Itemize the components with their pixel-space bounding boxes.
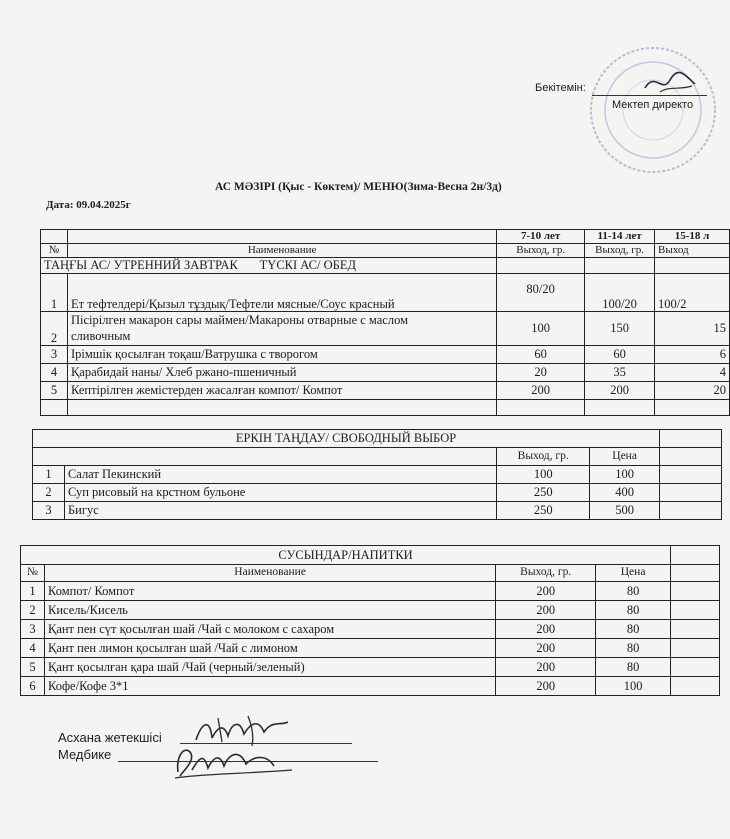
free-choice-title-row (33, 430, 722, 448)
table-row-empty (41, 400, 730, 416)
table-row: 3 Бигус 250 500 (33, 502, 722, 520)
page-title: АС МӘЗІРІ (Қыс - Көктем)/ МЕНЮ(Зима-Весна 2н/3д) (215, 181, 502, 193)
menu-table (40, 229, 730, 416)
age-header-row (41, 230, 730, 244)
section-breakfast: ТАҢҒЫ АС/ УТРЕННИЙ ЗАВТРАК (44, 258, 238, 273)
table-row: 4 Қант пен лимон қосылған шай /Чай с лимоном 200 80 (21, 639, 720, 658)
drinks-title-row (21, 546, 720, 565)
director-label: Мектеп директо (612, 99, 694, 111)
yield-header-1: Выход, гр. (497, 244, 585, 258)
table-row: 1 Ет тефтелдері/Қызыл тұздық/Тефтели мясные/Соус красный 80/20 100/20 100/2 (41, 274, 730, 312)
drinks-title: СУСЫНДАР/НАПИТКИ (21, 546, 671, 565)
yield-header-2: Выход, гр. (585, 244, 655, 258)
drinks-num-header: № (21, 565, 45, 582)
chef-label: Асхана жетекшісі (58, 730, 162, 745)
free-price-header: Цена (590, 448, 660, 466)
table-row: 1 Компот/ Компот 200 80 (21, 582, 720, 601)
table-row: 5 Қант қосылған қара шай /Чай (черный/зеленый) 200 80 (21, 658, 720, 677)
age-col-3: 15-18 л (655, 230, 730, 244)
table-row: 3 Ірімшік қосылған тоқаш/Ватрушка с творогом 60 60 6 (41, 346, 730, 364)
table-row: 2 Кисель/Кисель 200 80 (21, 601, 720, 620)
free-choice-header-row (33, 448, 722, 466)
drinks-name-header: Наименование (44, 565, 495, 582)
column-header-row (41, 244, 730, 258)
menu-date: Дата: 09.04.2025г (46, 199, 131, 211)
age-col-2: 11-14 лет (585, 230, 655, 244)
name-header: Наименование (67, 244, 496, 258)
director-signature (640, 66, 700, 98)
section-lunch: ТҮСКІ АС/ ОБЕД (259, 258, 356, 273)
table-row: 5 Кептірілген жемістерден жасалған компот/ Компот 200 200 20 (41, 382, 730, 400)
num-header: № (41, 244, 68, 258)
yield-header-3: Выход (655, 244, 730, 258)
table-row: 2 Пісірілген макарон сары маймен/Макароны отварные с маслом сливочным 100 150 15 (41, 312, 730, 346)
table-row: 3 Қант пен сүт қосылған шай /Чай с молоком с сахаром 200 80 (21, 620, 720, 639)
nurse-label: Медбике (58, 747, 112, 762)
drinks-price-header: Цена (596, 565, 671, 582)
table-row: 2 Суп рисовый на крстном бульоне 250 400 (33, 484, 722, 502)
nurse-signature (170, 740, 300, 782)
free-yield-header: Выход, гр. (497, 448, 590, 466)
approve-label: Бекітемін: (535, 82, 586, 94)
free-choice-title: ЕРКІН ТАҢДАУ/ СВОБОДНЫЙ ВЫБОР (33, 430, 660, 448)
drinks-header-row (21, 565, 720, 582)
free-choice-table (32, 429, 722, 520)
age-col-1: 7-10 лет (497, 230, 585, 244)
table-row: 1 Салат Пекинский 100 100 (33, 466, 722, 484)
section-row (41, 258, 730, 274)
table-row: 4 Қарабидай наны/ Хлеб ржано-пшеничный 20 35 4 (41, 364, 730, 382)
table-row: 6 Кофе/Кофе 3*1 200 100 (21, 677, 720, 696)
drinks-table (20, 545, 720, 696)
drinks-yield-header: Выход, гр. (496, 565, 596, 582)
